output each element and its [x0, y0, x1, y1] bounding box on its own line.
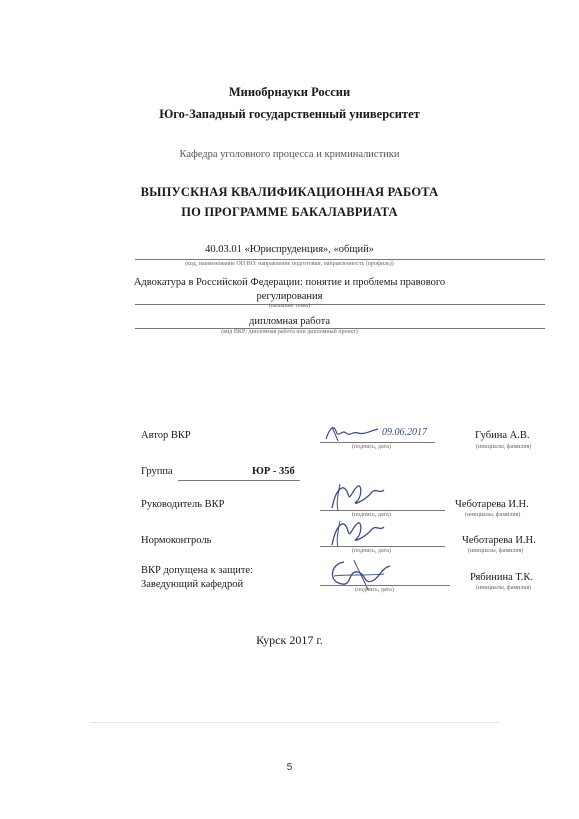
ministry-name: Минобрнауки России: [228, 85, 351, 99]
bottom-divider: [90, 722, 500, 723]
group-label: Группа: [141, 466, 173, 477]
supervisor-signature: [326, 480, 388, 514]
head-sign-caption: (подпись, дата): [355, 587, 394, 593]
university-name: Юго-Западный государственный университет: [159, 107, 420, 121]
work-type-caption: (вид ВКР: дипломная работа или дипломный проект): [221, 329, 358, 335]
admission-label: ВКР допущена к защите:: [141, 565, 253, 576]
work-title-line2: ПО ПРОГРАММЕ БАКАЛАВРИАТА: [181, 205, 398, 219]
work-type-value: дипломная работа: [249, 316, 330, 327]
program-value: 40.03.01 «Юриспруденция», «общий»: [205, 244, 374, 255]
page-number: 5: [286, 762, 293, 773]
topic-line1: Адвокатура в Российской Федерации: понятие и проблемы правового: [133, 277, 446, 288]
normcontrol-label: Нормоконтроль: [141, 535, 212, 546]
group-value: ЮР - 35б: [252, 466, 295, 477]
head-sign-line: [320, 585, 450, 586]
city-year: Курск 2017 г.: [256, 633, 323, 647]
normcontrol-sign-line: [320, 546, 445, 547]
author-sign-line: [320, 442, 435, 443]
normcontrol-name: Чеботарева И.Н.: [462, 535, 536, 546]
author-date: 09.06.2017: [382, 427, 427, 438]
supervisor-label: Руководитель ВКР: [141, 499, 225, 510]
supervisor-sign-line: [320, 510, 445, 511]
supervisor-name-caption: (инициалы, фамилия): [465, 512, 521, 518]
topic-caption: (название темы): [268, 303, 311, 309]
program-caption: (код, наименование ОП ВО: направление подготовки, направленность (профиль)): [185, 261, 394, 267]
normcontrol-sign-caption: (подпись, дата): [352, 548, 391, 554]
author-name-caption: (инициалы, фамилия): [476, 444, 532, 450]
normcontrol-name-caption: (инициалы, фамилия): [468, 548, 524, 554]
supervisor-sign-caption: (подпись, дата): [352, 512, 391, 518]
topic-line2: регулирования: [256, 291, 323, 302]
author-name: Губина А.В.: [475, 430, 530, 441]
head-name: Рябинина Т.К.: [470, 572, 533, 583]
author-label: Автор ВКР: [141, 430, 191, 441]
head-of-department-label: Заведующий кафедрой: [141, 579, 244, 590]
supervisor-name: Чеботарева И.Н.: [455, 499, 529, 510]
author-sign-caption: (подпись, дата): [352, 444, 391, 450]
department-name: Кафедра уголовного процесса и криминалистики: [179, 149, 400, 160]
head-name-caption: (инициалы, фамилия): [476, 585, 532, 591]
program-underline: [135, 259, 545, 260]
work-title-line1: ВЫПУСКНАЯ КВАЛИФИКАЦИОННАЯ РАБОТА: [140, 185, 439, 199]
group-underline: [178, 480, 300, 481]
